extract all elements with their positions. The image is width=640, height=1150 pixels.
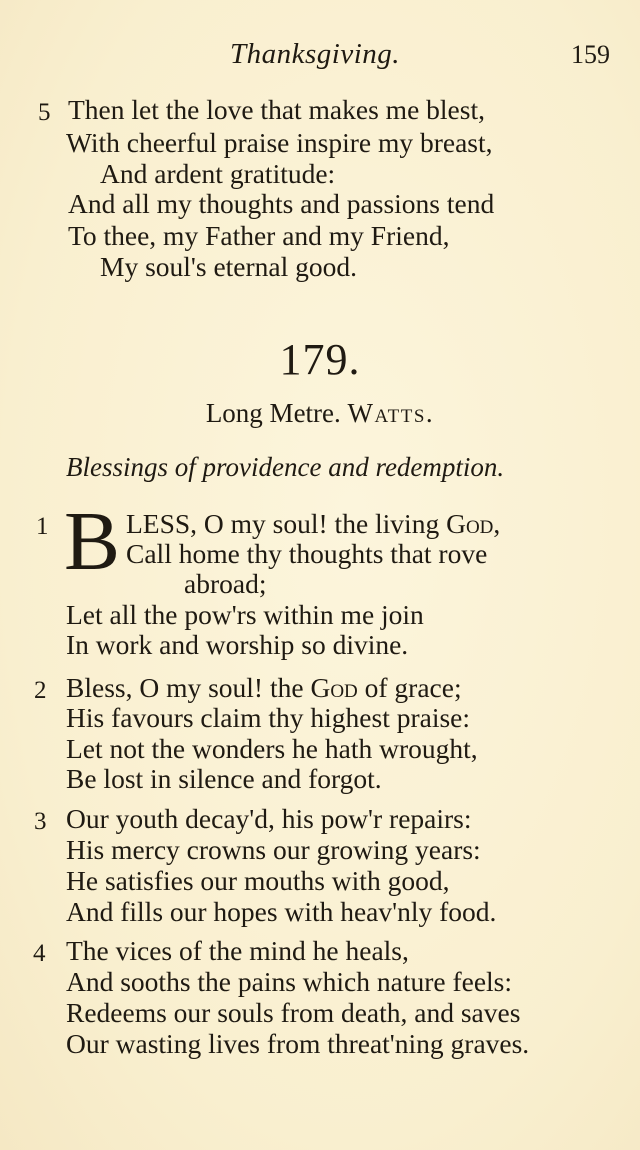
verse-line: His mercy crowns our growing years: (66, 834, 481, 865)
verse-punct: , (493, 508, 501, 539)
verse-line: Our youth decay'd, his pow'r repairs: (66, 803, 472, 834)
verse-line: My soul's eternal good. (100, 251, 358, 282)
verse-text: LESS, O my soul! the living (126, 508, 447, 539)
verse-line: Be lost in silence and forgot. (66, 763, 382, 794)
verse-line: With cheerful praise inspire my breast, (66, 127, 493, 158)
verse-line: Redeems our souls from death, and saves (66, 997, 521, 1028)
stanza-number: 1 (36, 513, 49, 540)
verse-line: His favours claim thy highest praise: (66, 702, 471, 733)
stanza-number: 3 (34, 808, 47, 835)
hymn-metre: Long Metre. (205, 398, 341, 428)
hymn-subject: Blessings of providence and redemption. (66, 452, 505, 482)
drop-cap: B (64, 495, 121, 588)
verse-line: In work and worship so divine. (66, 629, 409, 660)
divine-name: God (446, 508, 494, 539)
divine-name: God (310, 672, 358, 703)
verse-line: And fills our hopes with heav'nly food. (66, 896, 497, 927)
verse-line: Then let the love that makes me blest, (68, 94, 485, 125)
verse-line: Let all the pow'rs within me join (66, 599, 424, 630)
page-number: 159 (571, 40, 610, 69)
running-title: Thanksgiving. (230, 38, 401, 70)
running-head (0, 38, 640, 78)
verse-line: He satisfies our mouths with good, (66, 865, 450, 896)
hymn-author: Watts. (347, 398, 435, 428)
verse-line: And all my thoughts and passions tend (68, 188, 495, 219)
verse-line: abroad; (184, 568, 267, 599)
verse-line (126, 510, 500, 538)
verse-line: Let not the wonders he hath wrought, (66, 733, 478, 764)
verse-line: The vices of the mind he heals, (66, 935, 409, 966)
stanza-number: 4 (33, 940, 46, 967)
verse-line: Call home thy thoughts that rove (126, 538, 488, 569)
verse-line (66, 674, 462, 702)
verse-text: of grace; (357, 672, 462, 703)
verse-line: And sooths the pains which nature feels: (66, 966, 513, 997)
verse-text: Bless, O my soul! the (66, 672, 311, 703)
verse-line: And ardent gratitude: (100, 158, 336, 189)
hymn-number: 179. (279, 335, 361, 384)
stanza-number: 2 (34, 677, 47, 704)
verse-line: Our wasting lives from threat'ning graves. (66, 1028, 530, 1059)
hymn-metre-line (0, 398, 640, 429)
stanza-number: 5 (38, 99, 51, 126)
verse-line: To thee, my Father and my Friend, (68, 220, 450, 251)
